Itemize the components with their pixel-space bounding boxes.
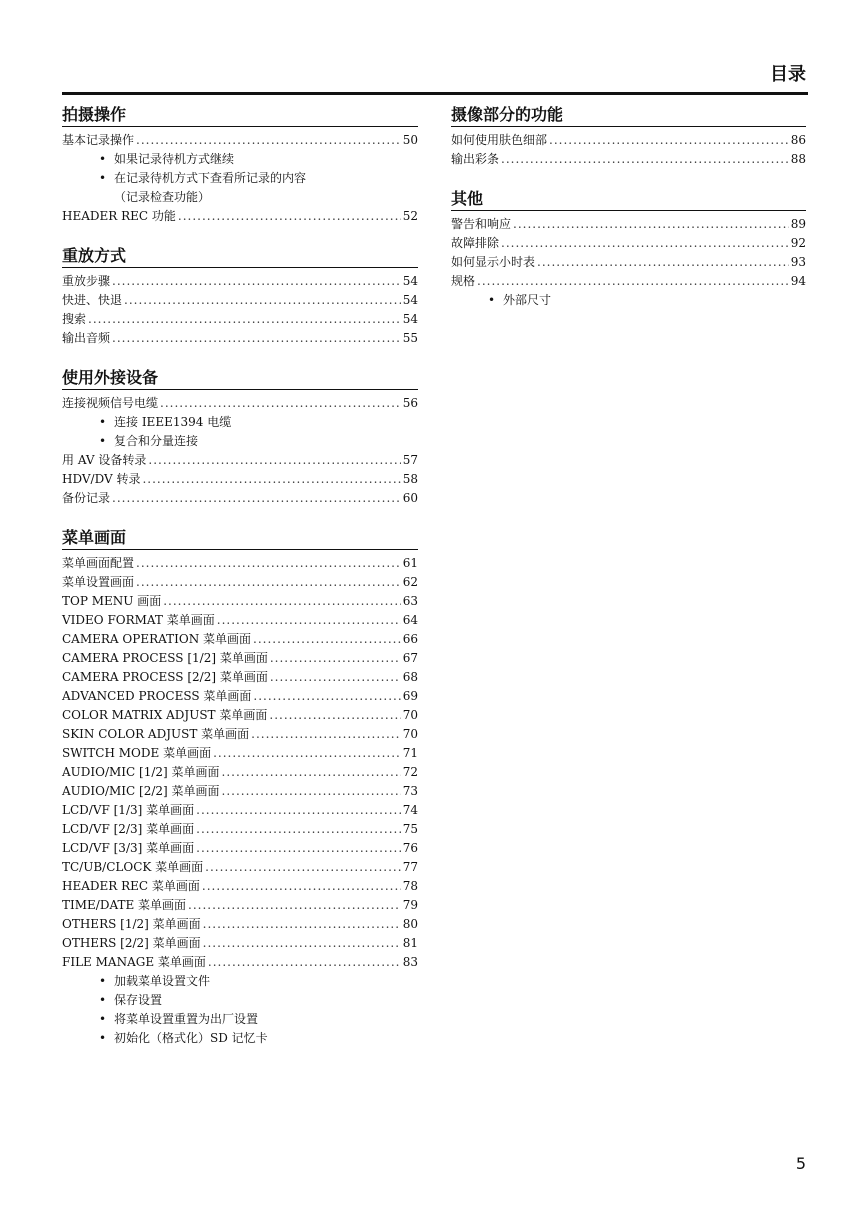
dot-leader — [196, 801, 401, 820]
subitem-text: 复合和分量连接 — [114, 434, 199, 448]
page-ref: 52 — [402, 209, 418, 223]
toc-entry[interactable] — [62, 272, 418, 291]
entry-title[interactable]: LCD/VF [1/3] 菜单画面 — [62, 803, 195, 817]
toc-entry[interactable] — [62, 706, 418, 725]
entry-title[interactable]: 基本记录操作 — [62, 133, 135, 147]
page-ref: 75 — [402, 822, 418, 836]
entry-title[interactable]: 如何使用肤色细部 — [451, 133, 548, 147]
page-ref: 62 — [402, 575, 418, 589]
toc-entry[interactable] — [62, 744, 418, 763]
toc-entry[interactable] — [451, 131, 806, 150]
toc-entry[interactable] — [62, 592, 418, 611]
entry-title[interactable]: ADVANCED PROCESS 菜单画面 — [62, 689, 252, 703]
entry-title[interactable]: 菜单画面配置 — [62, 556, 135, 570]
page-ref: 74 — [402, 803, 418, 817]
dot-leader — [112, 489, 401, 508]
toc-entry[interactable] — [62, 896, 418, 915]
page-ref: 81 — [402, 936, 418, 950]
toc-entry[interactable] — [62, 953, 418, 972]
page-ref: 56 — [402, 396, 418, 410]
toc-section — [62, 527, 418, 1048]
dot-leader — [88, 310, 401, 329]
dot-leader — [203, 915, 401, 934]
dot-leader — [501, 150, 789, 169]
entry-title[interactable]: AUDIO/MIC [1/2] 菜单画面 — [62, 765, 220, 779]
bullet-icon: • — [99, 1012, 107, 1026]
toc-subitem — [62, 150, 418, 169]
entry-title[interactable]: SKIN COLOR ADJUST 菜单画面 — [62, 727, 250, 741]
toc-entry[interactable] — [62, 915, 418, 934]
dot-leader — [136, 573, 401, 592]
bullet-icon: • — [99, 152, 107, 166]
entry-title[interactable]: VIDEO FORMAT 菜单画面 — [62, 613, 215, 627]
subitem-text: 连接 IEEE1394 电缆 — [114, 415, 232, 429]
toc-subitem — [62, 991, 418, 1010]
dot-leader — [142, 470, 400, 489]
toc-entry[interactable] — [62, 394, 418, 413]
toc-entry[interactable] — [62, 725, 418, 744]
entry-title[interactable]: 用 AV 设备转录 — [62, 453, 147, 467]
dot-leader — [160, 394, 401, 413]
section-title: 重放方式 — [62, 245, 418, 268]
bullet-icon: • — [99, 993, 107, 1007]
page-ref: 54 — [402, 312, 418, 326]
dot-leader — [217, 611, 401, 630]
section-title: 使用外接设备 — [62, 367, 418, 390]
page-ref: 57 — [402, 453, 418, 467]
subitem-text: （记录检查功能） — [114, 190, 211, 204]
toc-entry[interactable] — [62, 310, 418, 329]
dot-leader — [112, 272, 401, 291]
toc-left-column — [62, 104, 418, 1067]
page-ref: 50 — [402, 133, 418, 147]
page-ref: 66 — [402, 632, 418, 646]
toc-entry[interactable] — [62, 820, 418, 839]
subitem-text: 保存设置 — [114, 993, 163, 1007]
page-ref: 67 — [402, 651, 418, 665]
entry-title[interactable]: CAMERA PROCESS [1/2] 菜单画面 — [62, 651, 268, 665]
entry-title[interactable]: OTHERS [2/2] 菜单画面 — [62, 936, 201, 950]
dot-leader — [136, 131, 401, 150]
page-ref: 71 — [402, 746, 418, 760]
page-ref: 79 — [402, 898, 418, 912]
toc-section — [62, 367, 418, 508]
entry-title[interactable]: SWITCH MODE 菜单画面 — [62, 746, 212, 760]
entry-title[interactable]: HDV/DV 转录 — [62, 472, 141, 486]
dot-leader — [501, 234, 789, 253]
subitem-text: 在记录待机方式下查看所记录的内容 — [114, 171, 307, 185]
entry-title[interactable]: CAMERA OPERATION 菜单画面 — [62, 632, 252, 646]
page-ref: 86 — [790, 133, 806, 147]
bullet-icon: • — [99, 1031, 107, 1045]
section-title: 拍摄操作 — [62, 104, 418, 127]
entry-title[interactable]: 连接视频信号电缆 — [62, 396, 159, 410]
entry-title[interactable]: 备份记录 — [62, 491, 111, 505]
dot-leader — [163, 592, 401, 611]
subitem-text: 外部尺寸 — [503, 293, 552, 307]
dot-leader — [136, 554, 401, 573]
toc-section — [451, 188, 806, 310]
toc-entry[interactable] — [62, 877, 418, 896]
toc-section — [62, 104, 418, 226]
dot-leader — [253, 687, 400, 706]
toc-entry[interactable] — [451, 150, 806, 169]
entry-title[interactable]: 菜单设置画面 — [62, 575, 135, 589]
page-ref: 73 — [402, 784, 418, 798]
page-ref: 61 — [402, 556, 418, 570]
entry-title[interactable]: FILE MANAGE 菜单画面 — [62, 955, 206, 969]
page-ref: 93 — [790, 255, 806, 269]
page-ref: 92 — [790, 236, 806, 250]
toc-entry[interactable] — [62, 291, 418, 310]
dot-leader — [148, 451, 400, 470]
entry-title[interactable]: 故障排除 — [451, 236, 500, 250]
page-ref: 83 — [402, 955, 418, 969]
entry-title[interactable]: LCD/VF [3/3] 菜单画面 — [62, 841, 195, 855]
entry-title[interactable]: OTHERS [1/2] 菜单画面 — [62, 917, 201, 931]
bullet-icon: • — [99, 974, 107, 988]
toc-entry[interactable] — [62, 489, 418, 508]
entry-title[interactable]: 搜索 — [62, 312, 87, 326]
entry-title[interactable]: HEADER REC 功能 — [62, 209, 176, 223]
dot-leader — [203, 934, 401, 953]
entry-title[interactable]: 输出音频 — [62, 331, 111, 345]
toc-entry[interactable] — [62, 451, 418, 470]
entry-title[interactable]: LCD/VF [2/3] 菜单画面 — [62, 822, 195, 836]
entry-title[interactable]: TIME/DATE 菜单画面 — [62, 898, 187, 912]
toc-entry[interactable] — [451, 272, 806, 291]
page-ref: 64 — [402, 613, 418, 627]
dot-leader — [178, 207, 401, 226]
section-title: 菜单画面 — [62, 527, 418, 550]
toc-entry[interactable] — [62, 649, 418, 668]
dot-leader — [196, 839, 401, 858]
toc-entry[interactable] — [62, 554, 418, 573]
page-ref: 78 — [402, 879, 418, 893]
page-ref: 54 — [402, 274, 418, 288]
subitem-text: 如果记录待机方式继续 — [114, 152, 235, 166]
toc-subitem — [451, 291, 806, 310]
toc-entry[interactable] — [62, 470, 418, 489]
page-ref: 60 — [402, 491, 418, 505]
page-ref: 77 — [402, 860, 418, 874]
entry-title[interactable]: COLOR MATRIX ADJUST 菜单画面 — [62, 708, 268, 722]
page-ref: 80 — [402, 917, 418, 931]
subitem-text: 初始化（格式化）SD 记忆卡 — [114, 1031, 268, 1045]
dot-leader — [513, 215, 789, 234]
bullet-icon: • — [99, 171, 107, 185]
page-title: 目录 — [770, 64, 806, 85]
entry-title[interactable]: 输出彩条 — [451, 152, 500, 166]
toc-entry[interactable] — [62, 687, 418, 706]
toc-entry[interactable] — [62, 668, 418, 687]
page-ref: 76 — [402, 841, 418, 855]
toc-subitem — [62, 1010, 418, 1029]
dot-leader — [222, 782, 401, 801]
entry-title[interactable]: TC/UB/CLOCK 菜单画面 — [62, 860, 204, 874]
dot-leader — [196, 820, 401, 839]
toc-entry[interactable] — [451, 234, 806, 253]
dot-leader — [188, 896, 401, 915]
toc-entry[interactable] — [62, 801, 418, 820]
toc-entry[interactable] — [62, 839, 418, 858]
page-ref: 70 — [402, 727, 418, 741]
toc-entry[interactable] — [62, 611, 418, 630]
toc-subitem — [62, 188, 418, 207]
toc-entry[interactable] — [62, 630, 418, 649]
bullet-icon: • — [99, 415, 107, 429]
dot-leader — [208, 953, 401, 972]
section-title: 摄像部分的功能 — [451, 104, 806, 127]
page-ref: 54 — [402, 293, 418, 307]
dot-leader — [270, 668, 401, 687]
section-title: 其他 — [451, 188, 806, 211]
toc-subitem — [62, 413, 418, 432]
page-ref: 72 — [402, 765, 418, 779]
entry-title[interactable]: 重放步骤 — [62, 274, 111, 288]
bullet-icon: • — [488, 293, 496, 307]
toc-subitem — [62, 1029, 418, 1048]
dot-leader — [222, 763, 401, 782]
entry-title[interactable]: AUDIO/MIC [2/2] 菜单画面 — [62, 784, 220, 798]
dot-leader — [202, 877, 401, 896]
dot-leader — [537, 253, 789, 272]
dot-leader — [205, 858, 401, 877]
dot-leader — [549, 131, 789, 150]
dot-leader — [213, 744, 401, 763]
toc-entry[interactable] — [451, 215, 806, 234]
toc-entry[interactable] — [62, 131, 418, 150]
bullet-icon: • — [99, 434, 107, 448]
dot-leader — [269, 706, 400, 725]
entry-title[interactable]: 警告和响应 — [451, 217, 512, 231]
page-ref: 88 — [790, 152, 806, 166]
toc-entry[interactable] — [62, 763, 418, 782]
toc-entry[interactable] — [62, 858, 418, 877]
toc-section — [451, 104, 806, 169]
page-ref: 58 — [402, 472, 418, 486]
dot-leader — [251, 725, 401, 744]
page-header — [62, 58, 808, 95]
entry-title[interactable]: 规格 — [451, 274, 476, 288]
toc-entry[interactable] — [62, 573, 418, 592]
toc-section — [62, 245, 418, 348]
page-number: 5 — [795, 1154, 806, 1173]
subitem-text: 将菜单设置重置为出厂设置 — [114, 1012, 259, 1026]
entry-title[interactable]: 快进、快退 — [62, 293, 123, 307]
page-ref: 69 — [402, 689, 418, 703]
dot-leader — [477, 272, 789, 291]
page-ref: 55 — [402, 331, 418, 345]
toc-right-column — [451, 104, 806, 329]
toc-entry[interactable] — [62, 782, 418, 801]
dot-leader — [253, 630, 401, 649]
toc-entry[interactable] — [62, 329, 418, 348]
entry-title[interactable]: 如何显示小时表 — [451, 255, 536, 269]
page-ref: 63 — [402, 594, 418, 608]
entry-title[interactable]: CAMERA PROCESS [2/2] 菜单画面 — [62, 670, 268, 684]
entry-title[interactable]: HEADER REC 菜单画面 — [62, 879, 200, 893]
page-ref: 89 — [790, 217, 806, 231]
toc-entry[interactable] — [62, 934, 418, 953]
toc-subitem — [62, 169, 418, 188]
dot-leader — [270, 649, 401, 668]
toc-entry[interactable] — [451, 253, 806, 272]
subitem-text: 加载菜单设置文件 — [114, 974, 211, 988]
dot-leader — [124, 291, 401, 310]
page-ref: 94 — [790, 274, 806, 288]
toc-entry[interactable] — [62, 207, 418, 226]
page-ref: 68 — [402, 670, 418, 684]
toc-subitem — [62, 972, 418, 991]
entry-title[interactable]: TOP MENU 画面 — [62, 594, 162, 608]
toc-subitem — [62, 432, 418, 451]
dot-leader — [112, 329, 401, 348]
page-ref: 70 — [402, 708, 418, 722]
